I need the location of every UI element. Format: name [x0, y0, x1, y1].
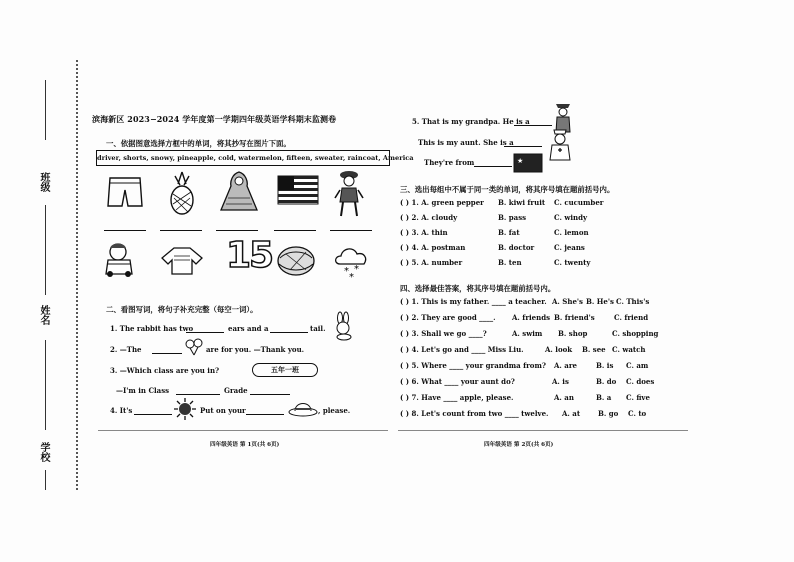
svg-text:*: * — [354, 264, 359, 275]
q5-text-a: 5. That is my grandpa. He is a — [412, 117, 530, 126]
answer-line-1[interactable] — [104, 230, 146, 231]
s4-row2-b: B. friend's — [554, 313, 595, 322]
fifteen-number: 15 — [226, 235, 273, 276]
watermelon-icon — [276, 244, 316, 278]
s4-row4-b: B. see — [582, 345, 606, 354]
s3-row2-b: B. pass — [498, 213, 527, 222]
q4-text-c: , please. — [318, 406, 351, 415]
s4-row1-stem: ( ) 1. This is my father. ____ a teacher. — [400, 297, 547, 306]
pineapple-icon — [166, 170, 198, 216]
s3-row1-b: B. kiwi fruit — [498, 198, 546, 207]
s4-row5-a: A. are — [554, 361, 577, 370]
name-line — [45, 340, 46, 430]
q3-blank-1[interactable] — [176, 394, 220, 395]
s4-row2-stem: ( ) 2. They are good ____. — [400, 313, 496, 322]
sunhat-icon — [288, 398, 318, 418]
q4-text-b: Put on your — [200, 406, 246, 415]
answer-line-2[interactable] — [160, 230, 202, 231]
s4-row4-stem: ( ) 4. Let's go and ____ Miss Liu. — [400, 345, 524, 354]
flowers-icon — [184, 338, 206, 356]
raincoat-icon — [218, 170, 260, 214]
class-sign: 五年一班 — [252, 363, 318, 377]
s4-row1-b: B. He's — [586, 297, 614, 306]
s3-row4-stem: ( ) 4. A. postman — [400, 243, 466, 252]
sun-icon — [174, 398, 196, 420]
s4-row7-c: C. five — [626, 393, 650, 402]
s4-row2-c: C. friend — [614, 313, 649, 322]
s4-row8-b: B. go — [598, 409, 619, 418]
q3-text-a: 3. —Which class are you in? — [110, 366, 220, 375]
s4-row5-stem: ( ) 5. Where ____ your grandma from? — [400, 361, 546, 370]
answer-line-4[interactable] — [274, 230, 316, 231]
section1-heading: 一、依据图意选择方框中的单词，将其抄写在图片下面。 — [106, 139, 291, 148]
s3-row5-b: B. ten — [498, 258, 522, 267]
q1-blank-2[interactable] — [270, 332, 308, 333]
binding-dotted-line — [76, 60, 78, 490]
q1-blank-1[interactable] — [186, 332, 224, 333]
rabbit-icon — [330, 312, 356, 340]
s3-row3-c: C. lemon — [554, 228, 589, 237]
school-line — [45, 470, 46, 490]
s3-row3-b: B. fat — [498, 228, 520, 237]
q5-text-c: They're from — [424, 158, 475, 167]
s4-row7-a: A. an — [554, 393, 574, 402]
q4-blank-2[interactable] — [246, 414, 284, 415]
svg-text:*: * — [344, 266, 349, 277]
class-line — [45, 80, 46, 140]
s4-row3-c: C. shopping — [612, 329, 659, 338]
q1-text-c: tail. — [310, 324, 326, 333]
word-bank: driver, shorts, snowy, pineapple, cold, watermelon, fifteen, sweater, raincoat, America — [96, 150, 390, 166]
svg-text:★: ★ — [517, 157, 524, 165]
shorts-icon — [106, 176, 146, 210]
s3-row1-stem: ( ) 1. A. green pepper — [400, 198, 484, 207]
footer-left: 四年级英语 第 1页(共 6页) — [210, 442, 280, 448]
q3-blank-2[interactable] — [250, 394, 290, 395]
nurse-icon — [546, 126, 576, 162]
driver-icon — [334, 168, 364, 218]
q3-text-b: —I'm in Class — [116, 386, 170, 395]
s3-row2-stem: ( ) 2. A. cloudy — [400, 213, 458, 222]
s4-row6-c: C. does — [626, 377, 655, 386]
q2-text-b: are for you. —Thank you. — [206, 345, 305, 354]
q3-text-c: Grade — [224, 386, 248, 395]
s4-row4-a: A. look — [545, 345, 573, 354]
q5-text-b: This is my aunt. She is a — [418, 138, 514, 147]
q4-blank-1[interactable] — [134, 414, 172, 415]
footer-rule-right — [398, 430, 688, 431]
s3-row2-c: C. windy — [554, 213, 588, 222]
s4-row6-a: A. is — [552, 377, 569, 386]
answer-line-3[interactable] — [216, 230, 258, 231]
s3-row4-c: C. jeans — [554, 243, 585, 252]
school-label: 学校 — [38, 442, 49, 462]
exam-title: 滨海新区 2023−2024 学年度第一学期四年级英语学科期末监测卷 — [92, 114, 337, 124]
s3-row3-stem: ( ) 3. A. thin — [400, 228, 448, 237]
q5-blank-2[interactable] — [504, 146, 542, 147]
q4-text-a: 4. It's — [110, 406, 133, 415]
class-line-lower — [45, 205, 46, 295]
s4-row1-a: A. She's — [552, 297, 583, 306]
s4-row3-a: A. swim — [512, 329, 543, 338]
s3-row4-b: B. doctor — [498, 243, 535, 252]
q5-blank-3[interactable] — [474, 166, 512, 167]
s3-row5-stem: ( ) 5. A. number — [400, 258, 463, 267]
s4-row5-b: B. is — [596, 361, 614, 370]
s4-row3-b: B. shop — [558, 329, 588, 338]
section3-heading: 三、选出每组中不属于同一类的单词，将其序号填在题前括号内。 — [400, 185, 615, 194]
s4-row4-c: C. watch — [612, 345, 646, 354]
q1-text-a: 1. The rabbit has two — [110, 324, 194, 333]
china-flag-icon — [514, 154, 544, 172]
q2-text-a: 2. —The — [110, 345, 142, 354]
footer-right: 四年级英语 第 2页(共 6页) — [484, 442, 554, 448]
s4-row6-b: B. do — [596, 377, 617, 386]
s4-row1-c: C. This's — [616, 297, 650, 306]
s4-row3-stem: ( ) 3. Shall we go ____? — [400, 329, 487, 338]
s4-row8-c: C. to — [628, 409, 647, 418]
section4-heading: 四、选择最佳答案，将其序号填在题前括号内。 — [400, 284, 556, 293]
s4-row6-stem: ( ) 6. What ____ your aunt do? — [400, 377, 515, 386]
svg-text:*: * — [349, 272, 354, 283]
s4-row7-stem: ( ) 7. Have ____ apple, please. — [400, 393, 514, 402]
cold-boy-icon — [100, 240, 138, 278]
name-label: 姓名 — [38, 305, 49, 325]
q1-text-b: ears and a — [228, 324, 269, 333]
s4-row2-a: A. friends — [512, 313, 551, 322]
america-flag-icon — [278, 176, 320, 206]
s3-row5-c: C. twenty — [554, 258, 591, 267]
footer-rule-left — [98, 430, 388, 431]
s4-row5-c: C. am — [626, 361, 649, 370]
s4-row7-b: B. a — [596, 393, 612, 402]
s4-row8-stem: ( ) 8. Let's count from two ____ twelve. — [400, 409, 549, 418]
s3-row1-c: C. cucumber — [554, 198, 604, 207]
q2-blank[interactable] — [152, 353, 182, 354]
sweater-icon — [160, 246, 204, 276]
s4-row8-a: A. at — [562, 409, 581, 418]
snowy-icon — [334, 244, 370, 283]
answer-line-5[interactable] — [330, 230, 372, 231]
section2-heading: 二、看图写词，将句子补充完整（每空一词）。 — [106, 305, 258, 314]
class-label: 班级 — [38, 172, 49, 192]
